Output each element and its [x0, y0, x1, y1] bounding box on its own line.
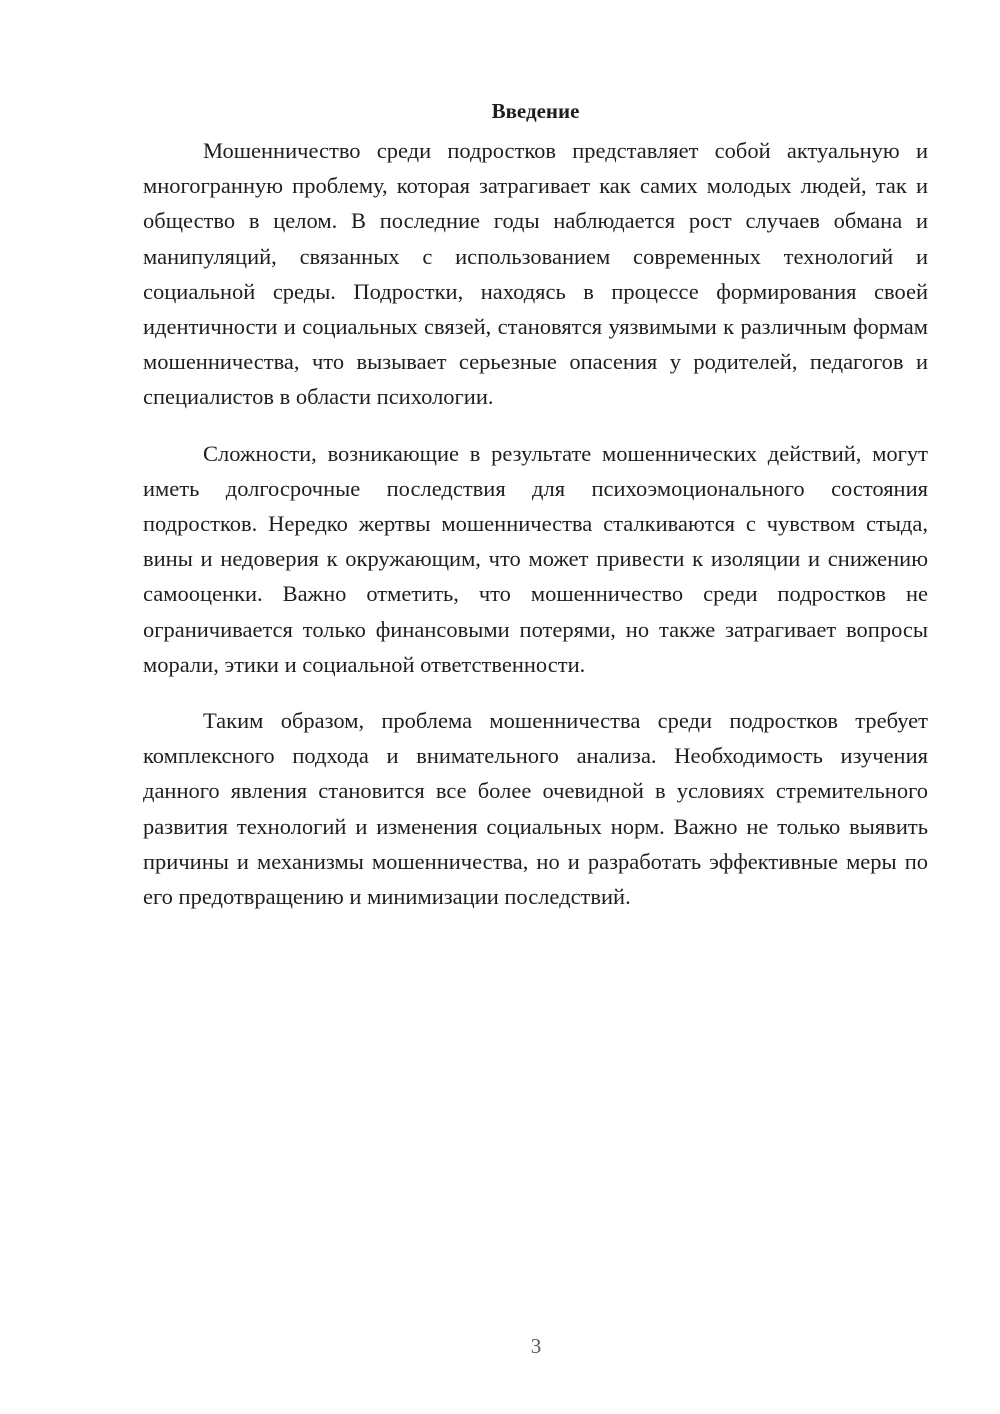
paragraph-1: Мошенничество среди подростков представляет собой актуальную и многогранную проблему, которая затрагивает как самих молодых людей, так и общество в целом. В последние годы наблюдается рост случаев обмана и манипуляций, связанных с использованием современных технологий и социальной среды. Подростки, находясь в процессе формирования своей идентичности и социальных связей, становятся уязвимыми к различным формам мошенничества, что вызывает серьезные опасения у родителей, педагогов и специалистов в области психологии. [143, 138, 928, 410]
page-content [143, 96, 928, 914]
section-heading: Введение [491, 99, 580, 123]
page-number: 3 [530, 1334, 542, 1358]
paragraph-2: Сложности, возникающие в результате мошеннических действий, могут иметь долгосрочные последствия для психоэмоционального состояния подростков. Нередко жертвы мошенничества сталкиваются с чувством стыда, вины и недоверия к окружающим, что может привести к изоляции и снижению самооценки. Важно отметить, что мошенничество среди подростков не ограничивается только финансовыми потерями, но также затрагивает вопросы морали, этики и социальной ответственности. [143, 440, 928, 677]
paragraph-3: Таким образом, проблема мошенничества среди подростков требует комплексного подхода и внимательного анализа. Необходимость изучения данного явления становится все более очевидной в условиях стремительного развития технологий и изменения социальных норм. Важно не только выявить причины и механизмы мошенничества, но и разработать эффективные меры по его предотвращению и минимизации последствий. [143, 708, 928, 910]
